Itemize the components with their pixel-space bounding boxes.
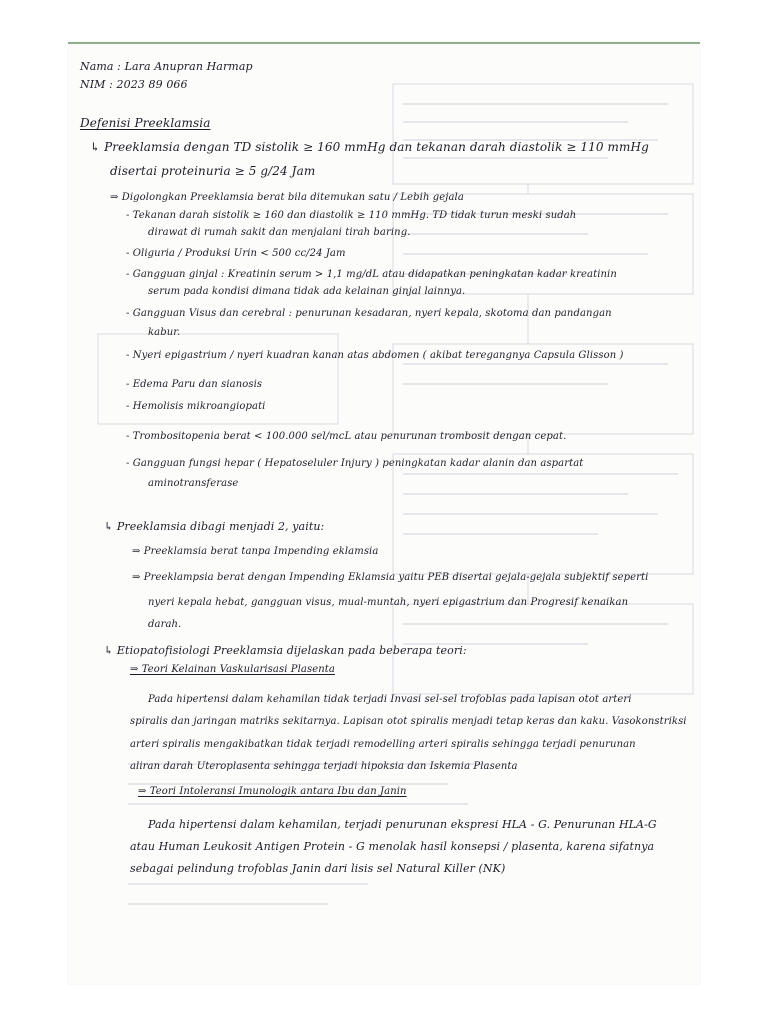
theory-2-title: ⇒ Teori Intoleransi Imunologik antara Ibu dan Janin xyxy=(138,786,407,797)
theory-1-line2: spiralis dan jaringan matriks sekitarnya. Lapisan otot spiralis menjadi tetap keras dan kaku. Vasokonstriksi xyxy=(130,716,687,727)
criteria-item-2-line1: - Oliguria / Produksi Urin < 500 cc/24 Jam xyxy=(126,248,346,259)
criteria-item-7-line1: - Hemolisis mikroangiopati xyxy=(126,401,266,412)
division-item-2-line3: darah. xyxy=(148,619,182,630)
division-item-2-line1: ⇒ Preeklampsia berat dengan Impending Eklamsia yaitu PEB disertai gejala-gejala subjektif seperti xyxy=(132,572,649,583)
criteria-item-1-line1: - Tekanan darah sistolik ≥ 160 dan diastolik ≥ 110 mmHg. TD tidak turun meski sudah xyxy=(126,210,577,221)
theory-1-line4: aliran darah Uteroplasenta sehingga terjadi hipoksia dan Iskemia Plasenta xyxy=(130,761,518,772)
criteria-item-8-line1: - Trombositopenia berat < 100.000 sel/mcL atau penurunan trombosit dengan cepat. xyxy=(126,431,567,442)
criteria-item-4-line1: - Gangguan Visus dan cerebral : penurunan kesadaran, nyeri kepala, skotoma dan pandangan xyxy=(126,308,612,319)
definition-intro-line2: disertai proteinuria ≥ 5 g/24 Jam xyxy=(110,164,316,178)
criteria-item-9-line1: - Gangguan fungsi hepar ( Hepatoseluler Injury ) peningkatan kadar alanin dan aspartat xyxy=(126,458,584,469)
theory-2-line2: atau Human Leukosit Antigen Protein - G menolak hasil konsepsi / plasenta, karena sifatnya xyxy=(130,840,655,853)
criteria-item-3-line2: serum pada kondisi dimana tidak ada kelainan ginjal lainnya. xyxy=(148,286,466,297)
notebook-page xyxy=(68,42,700,984)
section-title-definition: Defenisi Preeklamsia xyxy=(80,116,211,130)
theory-1-line3: arteri spiralis mengakibatkan tidak terjadi remodelling arteri spiralis sehingga terjadi penurunan xyxy=(130,739,636,750)
division-intro: ↳ Preeklamsia dibagi menjadi 2, yaitu: xyxy=(104,520,325,533)
criteria-title: ⇒ Digolongkan Preeklamsia berat bila ditemukan satu / Lebih gejala xyxy=(110,192,464,203)
criteria-item-4-line2: kabur. xyxy=(148,327,181,338)
student-name: Nama : Lara Anupran Harmap xyxy=(80,60,253,73)
criteria-item-1-line2: dirawat di rumah sakit dan menjalani tirah baring. xyxy=(148,227,411,238)
criteria-item-6-line1: - Edema Paru dan sianosis xyxy=(126,379,263,390)
student-nim: NIM : 2023 89 066 xyxy=(80,78,188,91)
theory-2-line3: sebagai pelindung trofoblas Janin dari lisis sel Natural Killer (NK) xyxy=(130,862,506,875)
criteria-item-3-line1: - Gangguan ginjal : Kreatinin serum > 1,1 mg/dL atau didapatkan peningkatan kadar kreatinin xyxy=(126,269,617,280)
criteria-item-9-line2: aminotransferase xyxy=(148,478,239,489)
etiopathophysiology-intro: ↳ Etiopatofisiologi Preeklamsia dijelaskan pada beberapa teori: xyxy=(104,644,467,657)
theory-1-title: ⇒ Teori Kelainan Vaskularisasi Plasenta xyxy=(130,664,335,675)
criteria-item-5-line1: - Nyeri epigastrium / nyeri kuadran kanan atas abdomen ( akibat teregangnya Capsula Glisson ) xyxy=(126,350,624,361)
theory-2-line1: Pada hipertensi dalam kehamilan, terjadi penurunan ekspresi HLA - G. Penurunan HLA-G xyxy=(148,818,657,831)
division-item-1: ⇒ Preeklamsia berat tanpa Impending eklamsia xyxy=(132,546,379,557)
definition-intro-line1: ↳ Preeklamsia dengan TD sistolik ≥ 160 mmHg dan tekanan darah diastolik ≥ 110 mmHg xyxy=(90,140,649,154)
theory-1-line1: Pada hipertensi dalam kehamilan tidak terjadi Invasi sel-sel trofoblas pada lapisan otot arteri xyxy=(148,694,632,705)
division-item-2-line2: nyeri kepala hebat, gangguan visus, mual-muntah, nyeri epigastrium dan Progresif kenaikan xyxy=(148,597,629,608)
